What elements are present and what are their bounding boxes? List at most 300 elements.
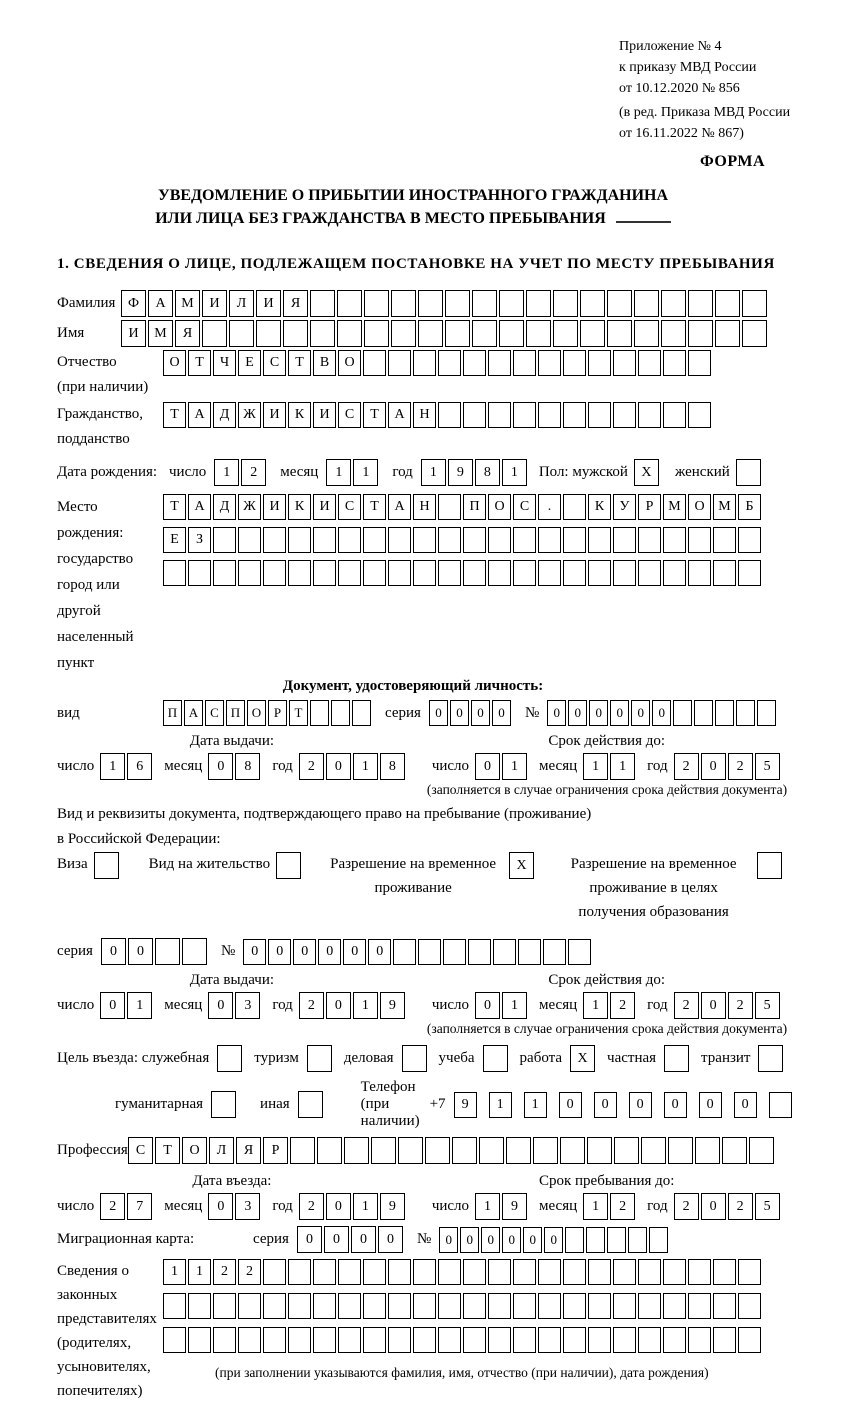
stay-month-cell[interactable]: 1: [583, 1193, 608, 1220]
representatives-row1-cell[interactable]: 2: [238, 1259, 261, 1285]
visa-checkbox[interactable]: [94, 852, 119, 879]
birthplace-row1-cell[interactable]: Б: [738, 494, 761, 520]
representatives-row1-cell[interactable]: [338, 1259, 361, 1285]
given-name-cell[interactable]: Я: [175, 320, 200, 347]
purpose-humanitarian-checkbox[interactable]: [211, 1091, 236, 1118]
profession-cell[interactable]: [533, 1137, 558, 1164]
birthplace-row1-cell[interactable]: Д: [213, 494, 236, 520]
birthplace-row1-cell[interactable]: М: [663, 494, 686, 520]
representatives-row1-cell[interactable]: [388, 1259, 411, 1285]
patronymic-cell[interactable]: О: [163, 350, 186, 376]
patronymic-cell[interactable]: С: [263, 350, 286, 376]
doc-number-cell[interactable]: 0: [547, 700, 566, 726]
birthplace-row2-cell[interactable]: [263, 527, 286, 553]
entry-year-cell[interactable]: 9: [380, 1193, 405, 1220]
birthplace-row3-cell[interactable]: [613, 560, 636, 586]
migration-number-cell[interactable]: 0: [502, 1227, 521, 1253]
profession-cell[interactable]: О: [182, 1137, 207, 1164]
rvp-number-cell[interactable]: 0: [368, 939, 391, 965]
rvp-valid-month-cell[interactable]: 2: [610, 992, 635, 1019]
doc-issue-day-cell[interactable]: 6: [127, 753, 152, 780]
doc-series-cell[interactable]: 0: [471, 700, 490, 726]
birthplace-row2-cell[interactable]: Е: [163, 527, 186, 553]
doc-number-cell[interactable]: 0: [568, 700, 587, 726]
representatives-row3-cell[interactable]: [563, 1327, 586, 1353]
surname-cell[interactable]: Л: [229, 290, 254, 317]
birthplace-row2-cell[interactable]: [638, 527, 661, 553]
doc-number-cell[interactable]: 0: [652, 700, 671, 726]
given-name-cell[interactable]: И: [121, 320, 146, 347]
birthplace-row1-cell[interactable]: [438, 494, 461, 520]
representatives-row3-cell[interactable]: [263, 1327, 286, 1353]
citizenship-cell[interactable]: К: [288, 402, 311, 428]
birthplace-row1-cell[interactable]: О: [488, 494, 511, 520]
patronymic-cell[interactable]: [588, 350, 611, 376]
given-name-cell[interactable]: [391, 320, 416, 347]
given-name-cell[interactable]: [364, 320, 389, 347]
migration-number-cell[interactable]: 0: [523, 1227, 542, 1253]
doc-valid-year-cell[interactable]: 2: [728, 753, 753, 780]
birthplace-row1-cell[interactable]: И: [263, 494, 286, 520]
profession-cell[interactable]: Я: [236, 1137, 261, 1164]
representatives-row1-cell[interactable]: [688, 1259, 711, 1285]
rvp-issue-year-cell[interactable]: 2: [299, 992, 324, 1019]
representatives-row2-cell[interactable]: [738, 1293, 761, 1319]
birthplace-row1-cell[interactable]: М: [713, 494, 736, 520]
patronymic-cell[interactable]: [613, 350, 636, 376]
birth-month-cell[interactable]: 1: [326, 459, 351, 486]
purpose-study-checkbox[interactable]: [483, 1045, 508, 1072]
rvp-number-cell[interactable]: [443, 939, 466, 965]
rvp-valid-year-cell[interactable]: 2: [728, 992, 753, 1019]
birthplace-row3-cell[interactable]: [438, 560, 461, 586]
birthplace-row1-cell[interactable]: У: [613, 494, 636, 520]
doc-type-cell[interactable]: Т: [289, 700, 308, 726]
representatives-row1-cell[interactable]: [538, 1259, 561, 1285]
surname-cell[interactable]: [364, 290, 389, 317]
birthplace-row1-cell[interactable]: С: [338, 494, 361, 520]
patronymic-cell[interactable]: [538, 350, 561, 376]
doc-number-cell[interactable]: [673, 700, 692, 726]
given-name-cell[interactable]: [688, 320, 713, 347]
birthplace-row1-cell[interactable]: А: [188, 494, 211, 520]
patronymic-cell[interactable]: [363, 350, 386, 376]
birthplace-row2-cell[interactable]: [313, 527, 336, 553]
migration-number-cell[interactable]: [607, 1227, 626, 1253]
profession-cell[interactable]: [425, 1137, 450, 1164]
rvp-number-cell[interactable]: [518, 939, 541, 965]
doc-valid-day-cell[interactable]: 0: [475, 753, 500, 780]
phone-cell[interactable]: 0: [734, 1092, 757, 1118]
phone-cell[interactable]: 9: [454, 1092, 477, 1118]
citizenship-cell[interactable]: Д: [213, 402, 236, 428]
birthplace-row2-cell[interactable]: [438, 527, 461, 553]
citizenship-cell[interactable]: [588, 402, 611, 428]
patronymic-cell[interactable]: [488, 350, 511, 376]
doc-number-cell[interactable]: [715, 700, 734, 726]
migration-number-cell[interactable]: [628, 1227, 647, 1253]
given-name-cell[interactable]: [634, 320, 659, 347]
profession-cell[interactable]: [722, 1137, 747, 1164]
migration-number-cell[interactable]: [586, 1227, 605, 1253]
representatives-row2-cell[interactable]: [613, 1293, 636, 1319]
representatives-row1-cell[interactable]: [463, 1259, 486, 1285]
birthplace-row1-cell[interactable]: Т: [363, 494, 386, 520]
given-name-cell[interactable]: [283, 320, 308, 347]
rvp-valid-day-cell[interactable]: 0: [475, 992, 500, 1019]
birthplace-row1-cell[interactable]: Р: [638, 494, 661, 520]
representatives-row1-cell[interactable]: [713, 1259, 736, 1285]
representatives-row1-cell[interactable]: [363, 1259, 386, 1285]
citizenship-cell[interactable]: [438, 402, 461, 428]
citizenship-cell[interactable]: С: [338, 402, 361, 428]
temp-residence-checkbox[interactable]: X: [509, 852, 534, 879]
rvp-series-cell[interactable]: [182, 938, 207, 965]
patronymic-cell[interactable]: [563, 350, 586, 376]
rvp-issue-year-cell[interactable]: 1: [353, 992, 378, 1019]
birthplace-row2-cell[interactable]: [338, 527, 361, 553]
representatives-row2-cell[interactable]: [688, 1293, 711, 1319]
patronymic-cell[interactable]: Т: [188, 350, 211, 376]
purpose-tourism-checkbox[interactable]: [307, 1045, 332, 1072]
sex-female-checkbox[interactable]: [736, 459, 761, 486]
stay-month-cell[interactable]: 2: [610, 1193, 635, 1220]
representatives-row3-cell[interactable]: [238, 1327, 261, 1353]
representatives-row3-cell[interactable]: [513, 1327, 536, 1353]
profession-cell[interactable]: [317, 1137, 342, 1164]
given-name-cell[interactable]: [445, 320, 470, 347]
given-name-cell[interactable]: [202, 320, 227, 347]
birth-year-cell[interactable]: 8: [475, 459, 500, 486]
doc-series-cell[interactable]: 0: [450, 700, 469, 726]
doc-type-cell[interactable]: Р: [268, 700, 287, 726]
rvp-number-cell[interactable]: [393, 939, 416, 965]
birthplace-row2-cell[interactable]: [463, 527, 486, 553]
given-name-cell[interactable]: [229, 320, 254, 347]
profession-cell[interactable]: [452, 1137, 477, 1164]
patronymic-cell[interactable]: Т: [288, 350, 311, 376]
given-name-cell[interactable]: [742, 320, 767, 347]
birthplace-row2-cell[interactable]: [413, 527, 436, 553]
stay-day-cell[interactable]: 1: [475, 1193, 500, 1220]
profession-cell[interactable]: [695, 1137, 720, 1164]
representatives-row2-cell[interactable]: [338, 1293, 361, 1319]
representatives-row3-cell[interactable]: [313, 1327, 336, 1353]
representatives-row2-cell[interactable]: [563, 1293, 586, 1319]
surname-cell[interactable]: М: [175, 290, 200, 317]
entry-year-cell[interactable]: 1: [353, 1193, 378, 1220]
representatives-row3-cell[interactable]: [363, 1327, 386, 1353]
migration-number-cell[interactable]: 0: [481, 1227, 500, 1253]
citizenship-cell[interactable]: [638, 402, 661, 428]
profession-cell[interactable]: [479, 1137, 504, 1164]
surname-cell[interactable]: [499, 290, 524, 317]
representatives-row3-cell[interactable]: [588, 1327, 611, 1353]
birth-day-cell[interactable]: 2: [241, 459, 266, 486]
doc-issue-month-cell[interactable]: 8: [235, 753, 260, 780]
doc-number-cell[interactable]: 0: [610, 700, 629, 726]
representatives-row3-cell[interactable]: [688, 1327, 711, 1353]
given-name-cell[interactable]: [553, 320, 578, 347]
doc-type-cell[interactable]: [331, 700, 350, 726]
given-name-cell[interactable]: [337, 320, 362, 347]
representatives-row2-cell[interactable]: [288, 1293, 311, 1319]
surname-cell[interactable]: [661, 290, 686, 317]
surname-cell[interactable]: А: [148, 290, 173, 317]
patronymic-cell[interactable]: Е: [238, 350, 261, 376]
representatives-row2-cell[interactable]: [413, 1293, 436, 1319]
profession-cell[interactable]: Р: [263, 1137, 288, 1164]
representatives-row3-cell[interactable]: [413, 1327, 436, 1353]
profession-cell[interactable]: С: [128, 1137, 153, 1164]
migration-number-cell[interactable]: [565, 1227, 584, 1253]
doc-issue-day-cell[interactable]: 1: [100, 753, 125, 780]
surname-cell[interactable]: [688, 290, 713, 317]
representatives-row3-cell[interactable]: [463, 1327, 486, 1353]
citizenship-cell[interactable]: Т: [163, 402, 186, 428]
surname-cell[interactable]: [472, 290, 497, 317]
birthplace-row1-cell[interactable]: К: [288, 494, 311, 520]
given-name-cell[interactable]: [661, 320, 686, 347]
profession-cell[interactable]: Т: [155, 1137, 180, 1164]
profession-cell[interactable]: [371, 1137, 396, 1164]
entry-day-cell[interactable]: 2: [100, 1193, 125, 1220]
birthplace-row2-cell[interactable]: З: [188, 527, 211, 553]
representatives-row3-cell[interactable]: [188, 1327, 211, 1353]
birthplace-row3-cell[interactable]: [638, 560, 661, 586]
citizenship-cell[interactable]: [563, 402, 586, 428]
doc-issue-year-cell[interactable]: 1: [353, 753, 378, 780]
purpose-other-checkbox[interactable]: [298, 1091, 323, 1118]
given-name-cell[interactable]: М: [148, 320, 173, 347]
patronymic-cell[interactable]: О: [338, 350, 361, 376]
birthplace-row3-cell[interactable]: [213, 560, 236, 586]
rvp-issue-day-cell[interactable]: 0: [100, 992, 125, 1019]
doc-type-cell[interactable]: [352, 700, 371, 726]
citizenship-cell[interactable]: И: [313, 402, 336, 428]
rvp-issue-month-cell[interactable]: 0: [208, 992, 233, 1019]
doc-number-cell[interactable]: [757, 700, 776, 726]
doc-valid-month-cell[interactable]: 1: [610, 753, 635, 780]
representatives-row1-cell[interactable]: [663, 1259, 686, 1285]
representatives-row1-cell[interactable]: [313, 1259, 336, 1285]
representatives-row2-cell[interactable]: [438, 1293, 461, 1319]
migration-series-cell[interactable]: 0: [297, 1226, 322, 1253]
rvp-number-cell[interactable]: [418, 939, 441, 965]
doc-number-cell[interactable]: [694, 700, 713, 726]
representatives-row2-cell[interactable]: [663, 1293, 686, 1319]
given-name-cell[interactable]: [472, 320, 497, 347]
stay-year-cell[interactable]: 2: [674, 1193, 699, 1220]
representatives-row1-cell[interactable]: 1: [163, 1259, 186, 1285]
representatives-row3-cell[interactable]: [288, 1327, 311, 1353]
citizenship-cell[interactable]: [538, 402, 561, 428]
patronymic-cell[interactable]: [663, 350, 686, 376]
rvp-series-cell[interactable]: 0: [128, 938, 153, 965]
representatives-row1-cell[interactable]: [438, 1259, 461, 1285]
phone-cell[interactable]: 0: [699, 1092, 722, 1118]
patronymic-cell[interactable]: [388, 350, 411, 376]
birthplace-row3-cell[interactable]: [263, 560, 286, 586]
birthplace-row3-cell[interactable]: [463, 560, 486, 586]
surname-cell[interactable]: Ф: [121, 290, 146, 317]
birthplace-row2-cell[interactable]: [688, 527, 711, 553]
representatives-row3-cell[interactable]: [638, 1327, 661, 1353]
birthplace-row3-cell[interactable]: [413, 560, 436, 586]
representatives-row3-cell[interactable]: [663, 1327, 686, 1353]
birthplace-row1-cell[interactable]: С: [513, 494, 536, 520]
doc-type-cell[interactable]: П: [163, 700, 182, 726]
citizenship-cell[interactable]: Т: [363, 402, 386, 428]
birth-year-cell[interactable]: 1: [502, 459, 527, 486]
citizenship-cell[interactable]: [613, 402, 636, 428]
profession-cell[interactable]: [560, 1137, 585, 1164]
rvp-number-cell[interactable]: [493, 939, 516, 965]
patronymic-cell[interactable]: [513, 350, 536, 376]
representatives-row2-cell[interactable]: [188, 1293, 211, 1319]
representatives-row3-cell[interactable]: [488, 1327, 511, 1353]
representatives-row3-cell[interactable]: [163, 1327, 186, 1353]
birthplace-row1-cell[interactable]: И: [313, 494, 336, 520]
rvp-valid-year-cell[interactable]: 0: [701, 992, 726, 1019]
representatives-row2-cell[interactable]: [263, 1293, 286, 1319]
rvp-issue-day-cell[interactable]: 1: [127, 992, 152, 1019]
migration-series-cell[interactable]: 0: [324, 1226, 349, 1253]
patronymic-cell[interactable]: Ч: [213, 350, 236, 376]
surname-cell[interactable]: [715, 290, 740, 317]
rvp-issue-month-cell[interactable]: 3: [235, 992, 260, 1019]
birthplace-row3-cell[interactable]: [563, 560, 586, 586]
representatives-row1-cell[interactable]: [513, 1259, 536, 1285]
temp-residence-edu-checkbox[interactable]: [757, 852, 782, 879]
birthplace-row1-cell[interactable]: .: [538, 494, 561, 520]
representatives-row2-cell[interactable]: [313, 1293, 336, 1319]
representatives-row2-cell[interactable]: [213, 1293, 236, 1319]
patronymic-cell[interactable]: [463, 350, 486, 376]
birthplace-row2-cell[interactable]: [663, 527, 686, 553]
profession-cell[interactable]: Л: [209, 1137, 234, 1164]
rvp-series-cell[interactable]: 0: [101, 938, 126, 965]
patronymic-cell[interactable]: [638, 350, 661, 376]
rvp-series-cell[interactable]: [155, 938, 180, 965]
citizenship-cell[interactable]: И: [263, 402, 286, 428]
birthplace-row3-cell[interactable]: [288, 560, 311, 586]
representatives-row2-cell[interactable]: [388, 1293, 411, 1319]
rvp-number-cell[interactable]: 0: [318, 939, 341, 965]
phone-cell[interactable]: 0: [559, 1092, 582, 1118]
citizenship-cell[interactable]: [513, 402, 536, 428]
representatives-row1-cell[interactable]: [263, 1259, 286, 1285]
doc-issue-year-cell[interactable]: 2: [299, 753, 324, 780]
rvp-issue-year-cell[interactable]: 9: [380, 992, 405, 1019]
birthplace-row3-cell[interactable]: [238, 560, 261, 586]
doc-number-cell[interactable]: 0: [589, 700, 608, 726]
phone-cell[interactable]: 0: [629, 1092, 652, 1118]
surname-cell[interactable]: [418, 290, 443, 317]
migration-series-cell[interactable]: 0: [351, 1226, 376, 1253]
migration-number-cell[interactable]: 0: [439, 1227, 458, 1253]
birthplace-row2-cell[interactable]: [488, 527, 511, 553]
birthplace-row1-cell[interactable]: [563, 494, 586, 520]
patronymic-cell[interactable]: [413, 350, 436, 376]
profession-cell[interactable]: [668, 1137, 693, 1164]
birth-month-cell[interactable]: 1: [353, 459, 378, 486]
representatives-row3-cell[interactable]: [213, 1327, 236, 1353]
doc-issue-year-cell[interactable]: 8: [380, 753, 405, 780]
surname-cell[interactable]: [445, 290, 470, 317]
birth-year-cell[interactable]: 1: [421, 459, 446, 486]
doc-type-cell[interactable]: А: [184, 700, 203, 726]
given-name-cell[interactable]: [607, 320, 632, 347]
doc-valid-year-cell[interactable]: 2: [674, 753, 699, 780]
birthplace-row3-cell[interactable]: [663, 560, 686, 586]
birthplace-row2-cell[interactable]: [613, 527, 636, 553]
surname-cell[interactable]: [580, 290, 605, 317]
representatives-row3-cell[interactable]: [438, 1327, 461, 1353]
doc-number-cell[interactable]: 0: [631, 700, 650, 726]
birthplace-row2-cell[interactable]: [713, 527, 736, 553]
purpose-business-checkbox[interactable]: [402, 1045, 427, 1072]
stay-year-cell[interactable]: 2: [728, 1193, 753, 1220]
rvp-number-cell[interactable]: 0: [268, 939, 291, 965]
rvp-valid-month-cell[interactable]: 1: [583, 992, 608, 1019]
phone-cell[interactable]: [769, 1092, 792, 1118]
phone-cell[interactable]: 1: [524, 1092, 547, 1118]
doc-valid-day-cell[interactable]: 1: [502, 753, 527, 780]
birth-day-cell[interactable]: 1: [214, 459, 239, 486]
birthplace-row2-cell[interactable]: [738, 527, 761, 553]
profession-cell[interactable]: [506, 1137, 531, 1164]
representatives-row2-cell[interactable]: [488, 1293, 511, 1319]
residence-permit-checkbox[interactable]: [276, 852, 301, 879]
citizenship-cell[interactable]: Н: [413, 402, 436, 428]
birthplace-row1-cell[interactable]: П: [463, 494, 486, 520]
citizenship-cell[interactable]: [488, 402, 511, 428]
birthplace-row3-cell[interactable]: [363, 560, 386, 586]
surname-cell[interactable]: [634, 290, 659, 317]
representatives-row2-cell[interactable]: [588, 1293, 611, 1319]
representatives-row1-cell[interactable]: [613, 1259, 636, 1285]
rvp-number-cell[interactable]: 0: [343, 939, 366, 965]
birthplace-row2-cell[interactable]: [288, 527, 311, 553]
birthplace-row1-cell[interactable]: О: [688, 494, 711, 520]
profession-cell[interactable]: [749, 1137, 774, 1164]
doc-type-cell[interactable]: О: [247, 700, 266, 726]
birthplace-row1-cell[interactable]: А: [388, 494, 411, 520]
representatives-row1-cell[interactable]: [563, 1259, 586, 1285]
doc-series-cell[interactable]: 0: [429, 700, 448, 726]
given-name-cell[interactable]: [526, 320, 551, 347]
representatives-row2-cell[interactable]: [463, 1293, 486, 1319]
stay-year-cell[interactable]: 5: [755, 1193, 780, 1220]
surname-cell[interactable]: Я: [283, 290, 308, 317]
doc-issue-month-cell[interactable]: 0: [208, 753, 233, 780]
birthplace-row3-cell[interactable]: [163, 560, 186, 586]
surname-cell[interactable]: И: [256, 290, 281, 317]
birthplace-row2-cell[interactable]: [538, 527, 561, 553]
birthplace-row3-cell[interactable]: [688, 560, 711, 586]
birthplace-row1-cell[interactable]: Т: [163, 494, 186, 520]
entry-day-cell[interactable]: 7: [127, 1193, 152, 1220]
purpose-private-checkbox[interactable]: [664, 1045, 689, 1072]
birthplace-row3-cell[interactable]: [488, 560, 511, 586]
birthplace-row3-cell[interactable]: [588, 560, 611, 586]
birthplace-row2-cell[interactable]: [238, 527, 261, 553]
surname-cell[interactable]: [553, 290, 578, 317]
patronymic-cell[interactable]: [688, 350, 711, 376]
surname-cell[interactable]: [742, 290, 767, 317]
phone-cell[interactable]: 0: [664, 1092, 687, 1118]
